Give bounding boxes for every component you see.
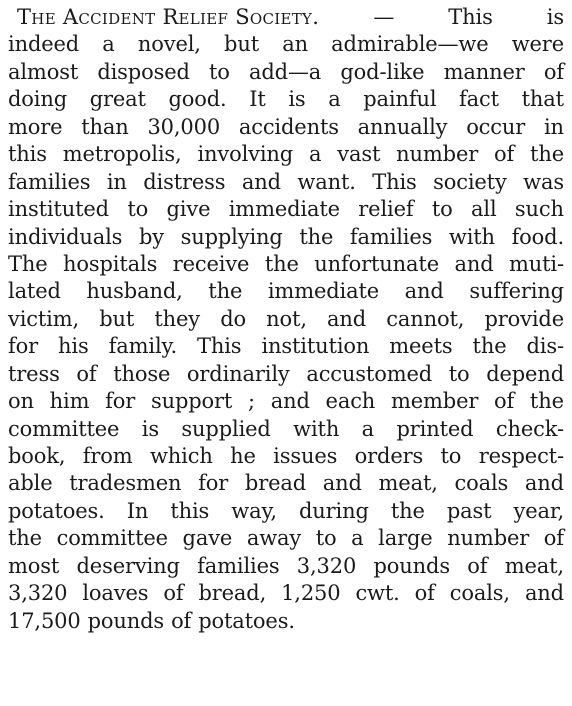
- word: during: [298, 498, 369, 523]
- word: this: [170, 498, 210, 523]
- word: but: [99, 306, 135, 331]
- word: do: [220, 306, 246, 331]
- word: families: [349, 224, 433, 249]
- word: metropolis,: [62, 142, 182, 167]
- word: of: [494, 142, 515, 167]
- text-line: [8, 333, 564, 360]
- word: relief: [358, 197, 414, 222]
- word: 30,000: [147, 114, 221, 139]
- word: almost: [8, 59, 79, 84]
- word: husband,: [86, 279, 183, 304]
- word: depend: [486, 361, 564, 386]
- word: the: [264, 251, 299, 276]
- word: of: [494, 389, 515, 414]
- word: family.: [108, 334, 177, 359]
- text-line: [8, 525, 564, 552]
- word: than: [81, 114, 129, 139]
- word: 1,250: [281, 581, 341, 606]
- word: not,: [266, 306, 307, 331]
- word: to: [448, 361, 470, 386]
- word: 17,500: [8, 608, 81, 633]
- word: In: [126, 498, 149, 523]
- word: the: [390, 498, 425, 523]
- word: The: [8, 251, 48, 276]
- word: vast: [337, 142, 381, 167]
- word: the: [208, 279, 243, 304]
- word: this: [8, 142, 47, 167]
- word: orders: [354, 444, 424, 468]
- word: indeed: [8, 32, 80, 57]
- word: provide: [484, 306, 564, 331]
- word: muti-: [509, 251, 564, 276]
- word: fact: [459, 87, 499, 112]
- word: families: [8, 169, 91, 194]
- word: a: [351, 526, 364, 551]
- word: painful: [363, 87, 437, 112]
- word: was: [523, 169, 564, 194]
- word: involving: [197, 142, 294, 167]
- word: meat,: [504, 553, 564, 578]
- word: the: [8, 526, 42, 551]
- word: individuals: [8, 224, 123, 249]
- word: ordinarily: [186, 361, 290, 386]
- text-line: [8, 31, 564, 58]
- word: were: [511, 32, 564, 57]
- word: committee: [8, 416, 120, 441]
- word: and: [327, 306, 367, 331]
- text-line: [8, 141, 564, 168]
- word: god-like: [340, 59, 425, 84]
- word: which: [149, 444, 213, 468]
- word: a: [328, 87, 341, 112]
- word: accidents: [238, 114, 339, 139]
- word: and: [322, 471, 362, 496]
- word: the: [299, 224, 334, 249]
- word: immediate: [228, 197, 340, 222]
- word: ;: [248, 389, 255, 414]
- word: of: [543, 59, 564, 84]
- word: of: [414, 581, 435, 606]
- word: loaves: [82, 581, 149, 606]
- word: 3,320: [296, 553, 357, 578]
- word: large: [378, 526, 433, 551]
- word: issues: [273, 444, 338, 468]
- word: all: [471, 197, 497, 222]
- word: add—a: [249, 59, 322, 84]
- word: that: [521, 87, 564, 112]
- word: tress: [8, 361, 60, 386]
- word: coals: [454, 471, 509, 496]
- text-line: [8, 196, 564, 223]
- text-line: [8, 416, 564, 443]
- word: potatoes.: [198, 608, 295, 633]
- word: and: [404, 279, 444, 304]
- word: him: [49, 389, 90, 414]
- word: to: [209, 59, 230, 84]
- word: novel,: [137, 32, 201, 57]
- word: he: [230, 444, 256, 468]
- word: to: [315, 526, 337, 551]
- word: number: [396, 142, 479, 167]
- word: able: [8, 471, 53, 496]
- text-line: [8, 278, 564, 305]
- word: manner: [443, 59, 525, 84]
- word: occur: [466, 114, 526, 139]
- word: for: [198, 471, 229, 496]
- word: with: [293, 416, 340, 441]
- word: This: [372, 169, 417, 194]
- word: is: [141, 416, 159, 441]
- word: past: [446, 498, 492, 523]
- word: —: [373, 5, 395, 29]
- word: coals,: [449, 581, 510, 606]
- text-line: [8, 361, 564, 388]
- word: year,: [513, 498, 564, 523]
- word: receive: [172, 251, 250, 276]
- word: and: [524, 581, 564, 606]
- word: the: [472, 334, 507, 359]
- word: pounds: [373, 553, 450, 578]
- word: to: [440, 444, 462, 468]
- text-line: [8, 86, 564, 113]
- word: supplying: [180, 224, 283, 249]
- word: cwt.: [355, 581, 400, 606]
- word: and: [454, 251, 494, 276]
- word: is: [546, 5, 564, 29]
- text-line: [8, 4, 564, 31]
- word: on: [8, 389, 34, 414]
- text-line: [8, 553, 564, 580]
- word: a: [102, 32, 115, 57]
- word: gave: [182, 526, 233, 551]
- word: bread,: [198, 581, 267, 606]
- text-line: [8, 498, 564, 525]
- text-line: [8, 608, 564, 635]
- word: the: [530, 142, 564, 167]
- word: support: [150, 389, 233, 414]
- word: member: [390, 389, 479, 414]
- text-line: [8, 306, 564, 333]
- word: most: [8, 553, 60, 578]
- word: in: [106, 169, 127, 194]
- word: accustomed: [306, 361, 433, 386]
- word: This: [448, 5, 493, 29]
- word: the: [529, 389, 564, 414]
- word: each: [325, 389, 376, 414]
- word: unfortunate: [314, 251, 439, 276]
- word: respect-: [478, 444, 564, 468]
- word: of: [543, 526, 564, 551]
- text-line: [8, 224, 564, 251]
- text-line: [8, 59, 564, 86]
- word: for: [8, 334, 39, 359]
- word: and: [270, 389, 310, 414]
- word: by: [138, 224, 164, 249]
- word: instituted: [8, 197, 109, 222]
- word: his: [58, 334, 89, 359]
- word: to: [127, 197, 149, 222]
- word: deserving: [76, 553, 180, 578]
- word: admirable—we: [331, 32, 489, 57]
- word: an: [282, 32, 308, 57]
- word: for: [105, 389, 136, 414]
- word: disposed: [97, 59, 190, 84]
- word: give: [166, 197, 211, 222]
- word: of: [76, 361, 97, 386]
- word: dis-: [526, 334, 564, 359]
- word: of: [467, 553, 488, 578]
- text-line: [8, 388, 564, 415]
- word: hospitals: [63, 251, 158, 276]
- word: victim,: [8, 306, 80, 331]
- word: a: [361, 416, 375, 441]
- word: lated: [8, 279, 61, 304]
- word: supplied: [181, 416, 271, 441]
- word: meat,: [378, 471, 438, 496]
- word: good.: [168, 87, 227, 112]
- word: food.: [511, 224, 564, 249]
- word: society: [433, 169, 507, 194]
- word: more: [8, 114, 63, 139]
- word: meets: [389, 334, 453, 359]
- word: a: [309, 142, 322, 167]
- word: book,: [8, 444, 66, 468]
- text-line: [8, 169, 564, 196]
- word: number: [447, 526, 530, 551]
- text-line: [8, 580, 564, 607]
- article-column: [8, 4, 564, 704]
- word: and: [524, 471, 564, 496]
- word: is: [288, 87, 306, 112]
- word: bread: [244, 471, 307, 496]
- word: printed: [396, 416, 474, 441]
- text-line: [8, 114, 564, 141]
- word: institution: [261, 334, 370, 359]
- word: families: [197, 553, 280, 578]
- text-line: [8, 443, 564, 470]
- word: It: [249, 87, 266, 112]
- word: such: [514, 197, 564, 222]
- word: cannot,: [386, 306, 465, 331]
- text-line: [8, 251, 564, 278]
- word: committee: [56, 526, 168, 551]
- word: suffering: [469, 279, 564, 304]
- word: they: [154, 306, 201, 331]
- word: This: [196, 334, 242, 359]
- word: but: [224, 32, 259, 57]
- word: want.: [297, 169, 356, 194]
- word: 3,320: [8, 581, 68, 606]
- word: pounds: [87, 608, 165, 633]
- word: of: [163, 581, 184, 606]
- word: potatoes.: [8, 498, 105, 523]
- word: and: [241, 169, 281, 194]
- word: check-: [495, 416, 564, 441]
- word: immediate: [267, 279, 380, 304]
- word: of: [171, 608, 192, 633]
- word: tradesmen: [69, 471, 182, 496]
- word: from: [82, 444, 133, 468]
- word: those: [113, 361, 171, 386]
- word: away: [246, 526, 302, 551]
- text-line: [8, 470, 564, 497]
- word: to: [431, 197, 453, 222]
- word: with: [448, 224, 495, 249]
- word: doing: [8, 87, 68, 112]
- word: in: [543, 114, 564, 139]
- word: great: [89, 87, 146, 112]
- word: way,: [231, 498, 277, 523]
- article-heading: The Accident Relief Society.: [17, 5, 320, 29]
- word: distress: [143, 169, 226, 194]
- word: annually: [357, 114, 448, 139]
